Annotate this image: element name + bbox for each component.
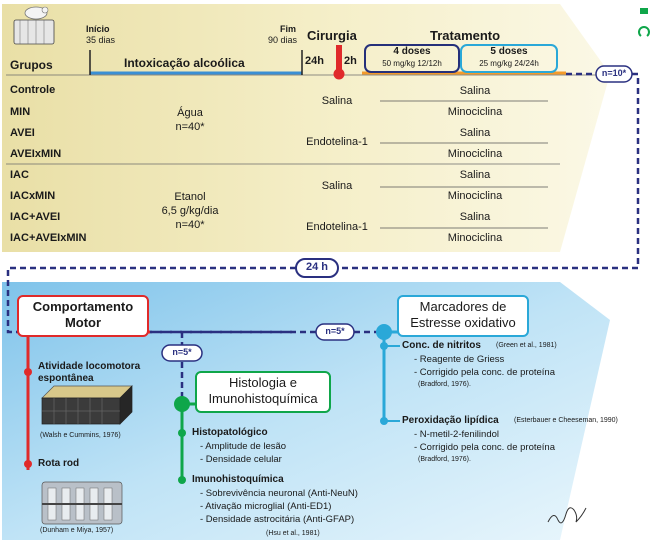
histo-node: [174, 396, 190, 412]
edge-accent: [640, 8, 648, 14]
n5-left-label: n=5*: [172, 347, 192, 357]
fim-label: Fim: [280, 24, 297, 34]
histopat-item: - Densidade celular: [200, 454, 282, 465]
h24-link-label: 24 h: [305, 261, 328, 273]
dose4-sub: 50 mg/kg 12/12h: [382, 59, 442, 68]
cirurgia-label: Cirurgia: [307, 28, 357, 43]
group-label: AVEIxMIN: [10, 148, 62, 160]
nitritos-label: Conc. de nitritos: [402, 340, 481, 351]
group-label: IAC+AVEIxMIN: [10, 232, 87, 244]
walsh-ref: (Walsh e Cummins, 1976): [40, 432, 121, 439]
bradford-ref-1: (Bradford, 1976).: [418, 381, 471, 388]
rota-rod-illustration: [42, 482, 122, 524]
histo-title-2: Imunohistoquímica: [208, 391, 318, 406]
dose5-sub: 25 mg/kg 24/24h: [479, 59, 539, 68]
hsu-ref: (Hsu et al., 1981): [266, 530, 320, 537]
rota-label: Rota rod: [38, 458, 80, 469]
dose5-title: 5 doses: [490, 46, 528, 57]
perox-label: Peroxidação lipídica: [402, 415, 499, 426]
treatment-label: Salina: [459, 211, 491, 223]
treatment-label: Salina: [459, 85, 491, 97]
histopat-item: - Amplitude de lesão: [200, 441, 287, 452]
agua-n: n=40*: [175, 121, 205, 133]
agua-label: Água: [177, 107, 203, 119]
ox-node: [376, 324, 392, 340]
group-label: MIN: [10, 106, 31, 118]
h2-label: 2h: [344, 55, 357, 67]
motor-title-2: Motor: [64, 315, 102, 330]
nitritos-item: - Reagente de Griess: [414, 354, 505, 365]
etanol-n: n=40*: [175, 219, 205, 231]
edge-accent-2: [639, 27, 649, 36]
treatment-label: Minociclina: [447, 106, 503, 118]
treatment-label: Minociclina: [447, 148, 503, 160]
loco-label-1: Atividade locomotora: [38, 361, 141, 372]
nitritos-item: - Corrigido pela conc. de proteína: [414, 367, 555, 378]
h24-label: 24h: [305, 55, 324, 67]
treatment-label: Minociclina: [447, 190, 503, 202]
group-label: IAC+AVEI: [10, 211, 61, 223]
motor-title-1: Comportamento: [32, 299, 134, 314]
etanol-label: Etanol: [174, 191, 206, 203]
green-ref: (Green et al., 1981): [496, 342, 557, 349]
imuno-label: Imunohistoquímica: [192, 474, 284, 485]
n5-right-label: n=5*: [325, 326, 345, 336]
group-label: Controle: [10, 84, 56, 96]
histo-dot-1: [178, 429, 186, 437]
surgery-label: Salina: [321, 95, 353, 107]
surgery-label: Salina: [321, 180, 353, 192]
fim-sub: 90 dias: [268, 35, 298, 45]
loco-label-2: espontânea: [38, 373, 94, 384]
perox-item: - Corrigido pela conc. de proteína: [414, 442, 555, 453]
intox-label: Intoxicação alcoólica: [124, 56, 245, 70]
histo-title-1: Histologia e: [229, 375, 297, 390]
treatment-label: Minociclina: [447, 232, 503, 244]
motor-dot-2: [24, 460, 32, 468]
imuno-item: - Densidade astrocitária (Anti-GFAP): [200, 514, 355, 525]
motor-dot-1: [24, 368, 32, 376]
tratamento-label: Tratamento: [430, 28, 501, 43]
treatment-label: Salina: [459, 169, 491, 181]
imuno-item: - Sobrevivência neuronal (Anti-NeuN): [200, 488, 358, 499]
grupos-label: Grupos: [10, 58, 53, 72]
imuno-item: - Ativação microglial (Anti-ED1): [200, 501, 332, 512]
group-label: IACxMIN: [10, 190, 56, 202]
dunham-ref: (Dunham e Miya, 1957): [40, 527, 114, 534]
etanol-dose: 6,5 g/kg/dia: [161, 205, 219, 217]
inicio-sub: 35 dias: [86, 35, 116, 45]
ox-title-2: Estresse oxidativo: [410, 315, 516, 330]
treatment-label: Salina: [459, 127, 491, 139]
surgery-label: Endotelina-1: [306, 221, 368, 233]
histopat-label: Histopatológico: [192, 427, 268, 438]
perox-item: - N-metil-2-fenilindol: [414, 429, 499, 440]
group-label: AVEI: [10, 127, 35, 139]
ester-ref: (Esterbauer e Cheeseman, 1990): [514, 417, 618, 424]
bradford-ref-2: (Bradford, 1976).: [418, 456, 471, 463]
n10-label: n=10*: [601, 68, 627, 78]
group-label: IAC: [10, 169, 29, 181]
dose4-title: 4 doses: [393, 46, 431, 57]
histo-dot-2: [178, 476, 186, 484]
surgery-label: Endotelina-1: [306, 136, 368, 148]
cirurgia-dot: [334, 69, 345, 80]
ox-title-1: Marcadores de: [419, 299, 507, 314]
inicio-label: Início: [86, 24, 110, 34]
activity-box-illustration: [42, 386, 132, 424]
